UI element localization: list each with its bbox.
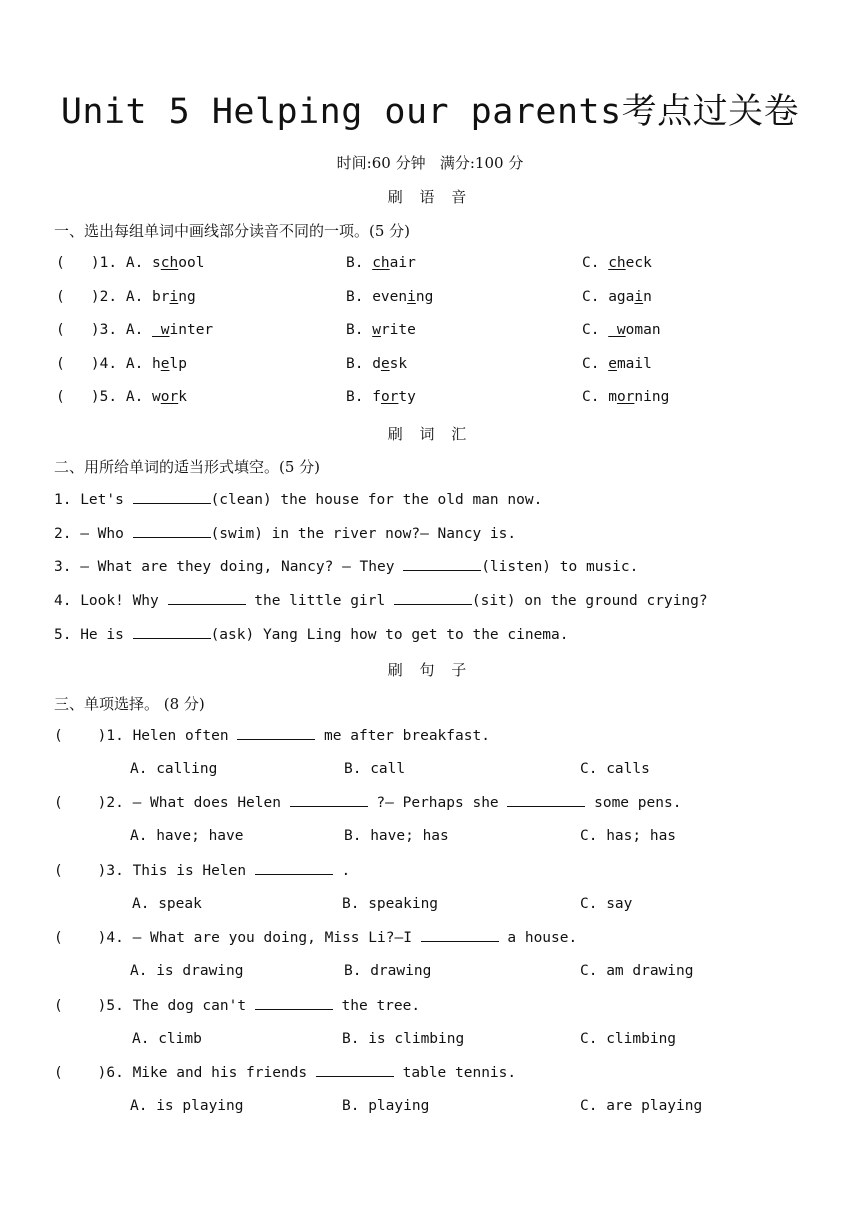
underlined-letters: e bbox=[380, 355, 390, 372]
underlined-letters: w bbox=[372, 322, 381, 339]
option-c-word: check bbox=[608, 255, 652, 271]
part2-item-4 bbox=[54, 592, 708, 609]
answer-blank bbox=[133, 626, 211, 639]
part3-item-3-option-c: C. say bbox=[580, 895, 633, 912]
section-heading-vocabulary: 刷 词 汇 bbox=[387, 425, 473, 443]
part3-item-4-option-b: B. drawing bbox=[344, 963, 432, 980]
sentence-text: (listen) to music. bbox=[481, 559, 639, 576]
part3-item-5-option-a: A. climb bbox=[132, 1030, 202, 1047]
answer-blank bbox=[394, 592, 472, 605]
sentence-text: 4. Look! Why bbox=[54, 593, 168, 610]
underlined-letters: w bbox=[152, 322, 170, 339]
sentence-text: ( )1. Helen often bbox=[54, 728, 238, 744]
option-label: B. bbox=[346, 288, 373, 305]
option-a-word: help bbox=[152, 355, 187, 372]
option-label: C. bbox=[582, 389, 609, 406]
part3-item-4-option-a: A. is drawing bbox=[130, 963, 244, 980]
part1-item-1-b bbox=[346, 255, 416, 271]
option-label: C. bbox=[582, 255, 609, 271]
option-b-word: forty bbox=[372, 389, 416, 406]
underlined-letters: i bbox=[407, 288, 416, 305]
part1-item-2-a bbox=[56, 289, 196, 305]
option-label: B. bbox=[346, 322, 373, 339]
question-number: ( )2. A. bbox=[56, 288, 153, 305]
sentence-text: (clean) the house for the old man now. bbox=[210, 492, 543, 508]
part1-item-4-a bbox=[56, 356, 187, 372]
underlined-letters: or bbox=[380, 389, 399, 406]
question-number: ( )3. A. bbox=[56, 322, 153, 339]
exam-meta: 时间:60 分钟 满分:100 分 bbox=[336, 154, 524, 172]
option-label: C. bbox=[582, 288, 609, 305]
sentence-text: 3. — What are they doing, Nancy? — They bbox=[54, 559, 404, 576]
option-b-word: chair bbox=[372, 255, 416, 271]
sentence-text: table tennis. bbox=[393, 1065, 517, 1081]
answer-blank bbox=[316, 1064, 394, 1077]
sentence-text: (swim) in the river now?— Nancy is. bbox=[210, 525, 517, 542]
part3-item-2-option-b: B. have; has bbox=[344, 828, 449, 845]
option-label: B. bbox=[346, 389, 373, 406]
underlined-letters: ch bbox=[608, 255, 626, 271]
question-number: ( )4. A. bbox=[56, 355, 153, 372]
sentence-text: 1. Let's bbox=[54, 492, 133, 508]
part1-item-5-b bbox=[346, 389, 416, 405]
part3-item-5-option-b: B. is climbing bbox=[342, 1030, 465, 1047]
part3-item-2-option-a: A. have; have bbox=[130, 828, 244, 845]
option-a-word: school bbox=[152, 255, 205, 271]
answer-blank bbox=[255, 862, 333, 875]
option-a-word: bring bbox=[152, 288, 196, 305]
sentence-text: ( )2. — What does Helen bbox=[54, 795, 290, 812]
option-label: C. bbox=[582, 322, 609, 339]
option-c-word: email bbox=[608, 355, 652, 372]
answer-blank bbox=[255, 997, 333, 1010]
part3-item-6-option-b: B. playing bbox=[342, 1098, 430, 1114]
underlined-letters: i bbox=[169, 288, 179, 305]
answer-blank bbox=[133, 525, 211, 538]
page-title: Unit 5 Helping our parents考点过关卷 bbox=[60, 92, 800, 132]
sentence-text: 5. He is bbox=[54, 626, 133, 643]
sentence-text: ( )3. This is Helen bbox=[54, 862, 255, 879]
answer-blank bbox=[403, 558, 481, 571]
part2-item-2 bbox=[54, 525, 516, 542]
sentence-text: me after breakfast. bbox=[315, 728, 490, 744]
underlined-letters: or bbox=[160, 389, 179, 406]
part1-item-2-b bbox=[346, 289, 433, 305]
answer-blank bbox=[168, 592, 246, 605]
sentence-text: the tree. bbox=[332, 997, 421, 1014]
underlined-letters: e bbox=[608, 355, 617, 372]
option-label: C. bbox=[582, 355, 609, 372]
part3-item-6-stem bbox=[54, 1064, 516, 1081]
option-b-word: write bbox=[372, 322, 416, 339]
option-b-word: desk bbox=[372, 355, 408, 372]
question-number: ( )5. A. bbox=[56, 389, 153, 406]
option-a-word: winter bbox=[152, 322, 214, 339]
option-c-word: woman bbox=[608, 322, 661, 339]
underlined-letters: ch bbox=[372, 255, 390, 271]
sentence-text: (sit) on the ground crying? bbox=[471, 593, 708, 610]
sentence-text: some pens. bbox=[585, 795, 682, 812]
section-heading-sentences: 刷 句 子 bbox=[387, 661, 473, 679]
part1-item-5-a bbox=[56, 389, 187, 405]
part3-item-5-option-c: C. climbing bbox=[580, 1030, 677, 1047]
part3-item-6-option-a: A. is playing bbox=[130, 1098, 244, 1114]
option-a-word: work bbox=[152, 389, 187, 406]
sentence-text: ( )5. The dog can't bbox=[54, 997, 255, 1014]
sentence-text: (ask) Yang Ling how to get to the cinema. bbox=[210, 626, 569, 643]
part1-item-1-a bbox=[56, 255, 204, 271]
part3-heading: 三、单项选择。 (8 分) bbox=[54, 695, 205, 713]
part1-item-2-c bbox=[582, 289, 652, 305]
section-heading-pronunciation: 刷 语 音 bbox=[387, 188, 473, 206]
part1-item-3-a bbox=[56, 322, 213, 338]
part2-heading: 二、用所给单词的适当形式填空。(5 分) bbox=[54, 458, 321, 476]
underlined-letters: or bbox=[616, 389, 635, 406]
option-label: B. bbox=[346, 255, 373, 271]
part3-item-5-stem bbox=[54, 997, 420, 1014]
sentence-text: the little girl bbox=[245, 593, 394, 610]
answer-blank bbox=[133, 491, 211, 504]
question-number: ( )1. A. bbox=[56, 255, 153, 271]
part3-item-1-option-a: A. calling bbox=[130, 761, 218, 777]
sentence-text: . bbox=[332, 862, 351, 879]
option-c-word: morning bbox=[608, 389, 670, 406]
answer-blank bbox=[507, 794, 585, 807]
option-label: B. bbox=[346, 355, 373, 372]
underlined-letters: i bbox=[634, 288, 644, 305]
part1-item-3-c bbox=[582, 322, 661, 338]
sentence-text: a house. bbox=[498, 930, 578, 947]
part3-item-2-stem bbox=[54, 794, 681, 811]
part1-item-5-c bbox=[582, 389, 669, 405]
underlined-letters: ch bbox=[160, 255, 179, 271]
answer-blank bbox=[290, 794, 368, 807]
option-c-word: again bbox=[608, 288, 652, 305]
part2-item-3 bbox=[54, 558, 638, 575]
sentence-text: ( )6. Mike and his friends bbox=[54, 1065, 316, 1081]
part3-item-1-option-c: C. calls bbox=[580, 761, 650, 777]
underlined-letters: e bbox=[160, 355, 170, 372]
part1-item-1-c bbox=[582, 255, 652, 271]
part3-item-3-option-b: B. speaking bbox=[342, 895, 439, 912]
part3-item-2-option-c: C. has; has bbox=[580, 828, 677, 845]
part3-item-6-option-c: C. are playing bbox=[580, 1098, 703, 1114]
part3-item-3-option-a: A. speak bbox=[132, 895, 202, 912]
sentence-text: ( )4. — What are you doing, Miss Li?—I bbox=[54, 930, 421, 947]
sentence-text: 2. — Who bbox=[54, 525, 133, 542]
part1-item-3-b bbox=[346, 322, 416, 338]
sentence-text: ?— Perhaps she bbox=[367, 795, 508, 812]
part2-item-1 bbox=[54, 491, 542, 508]
part2-item-5 bbox=[54, 626, 569, 643]
option-b-word: evening bbox=[372, 288, 434, 305]
underlined-letters: w bbox=[608, 322, 626, 339]
part3-item-3-stem bbox=[54, 862, 350, 879]
answer-blank bbox=[421, 929, 499, 942]
answer-blank bbox=[237, 727, 315, 740]
part3-item-1-option-b: B. call bbox=[344, 761, 406, 777]
part1-item-4-c bbox=[582, 356, 652, 372]
part1-heading: 一、选出每组单词中画线部分读音不同的一项。(5 分) bbox=[54, 222, 411, 240]
part1-item-4-b bbox=[346, 356, 407, 372]
part3-item-1-stem bbox=[54, 727, 490, 744]
part3-item-4-stem bbox=[54, 929, 577, 946]
part3-item-4-option-c: C. am drawing bbox=[580, 963, 694, 980]
